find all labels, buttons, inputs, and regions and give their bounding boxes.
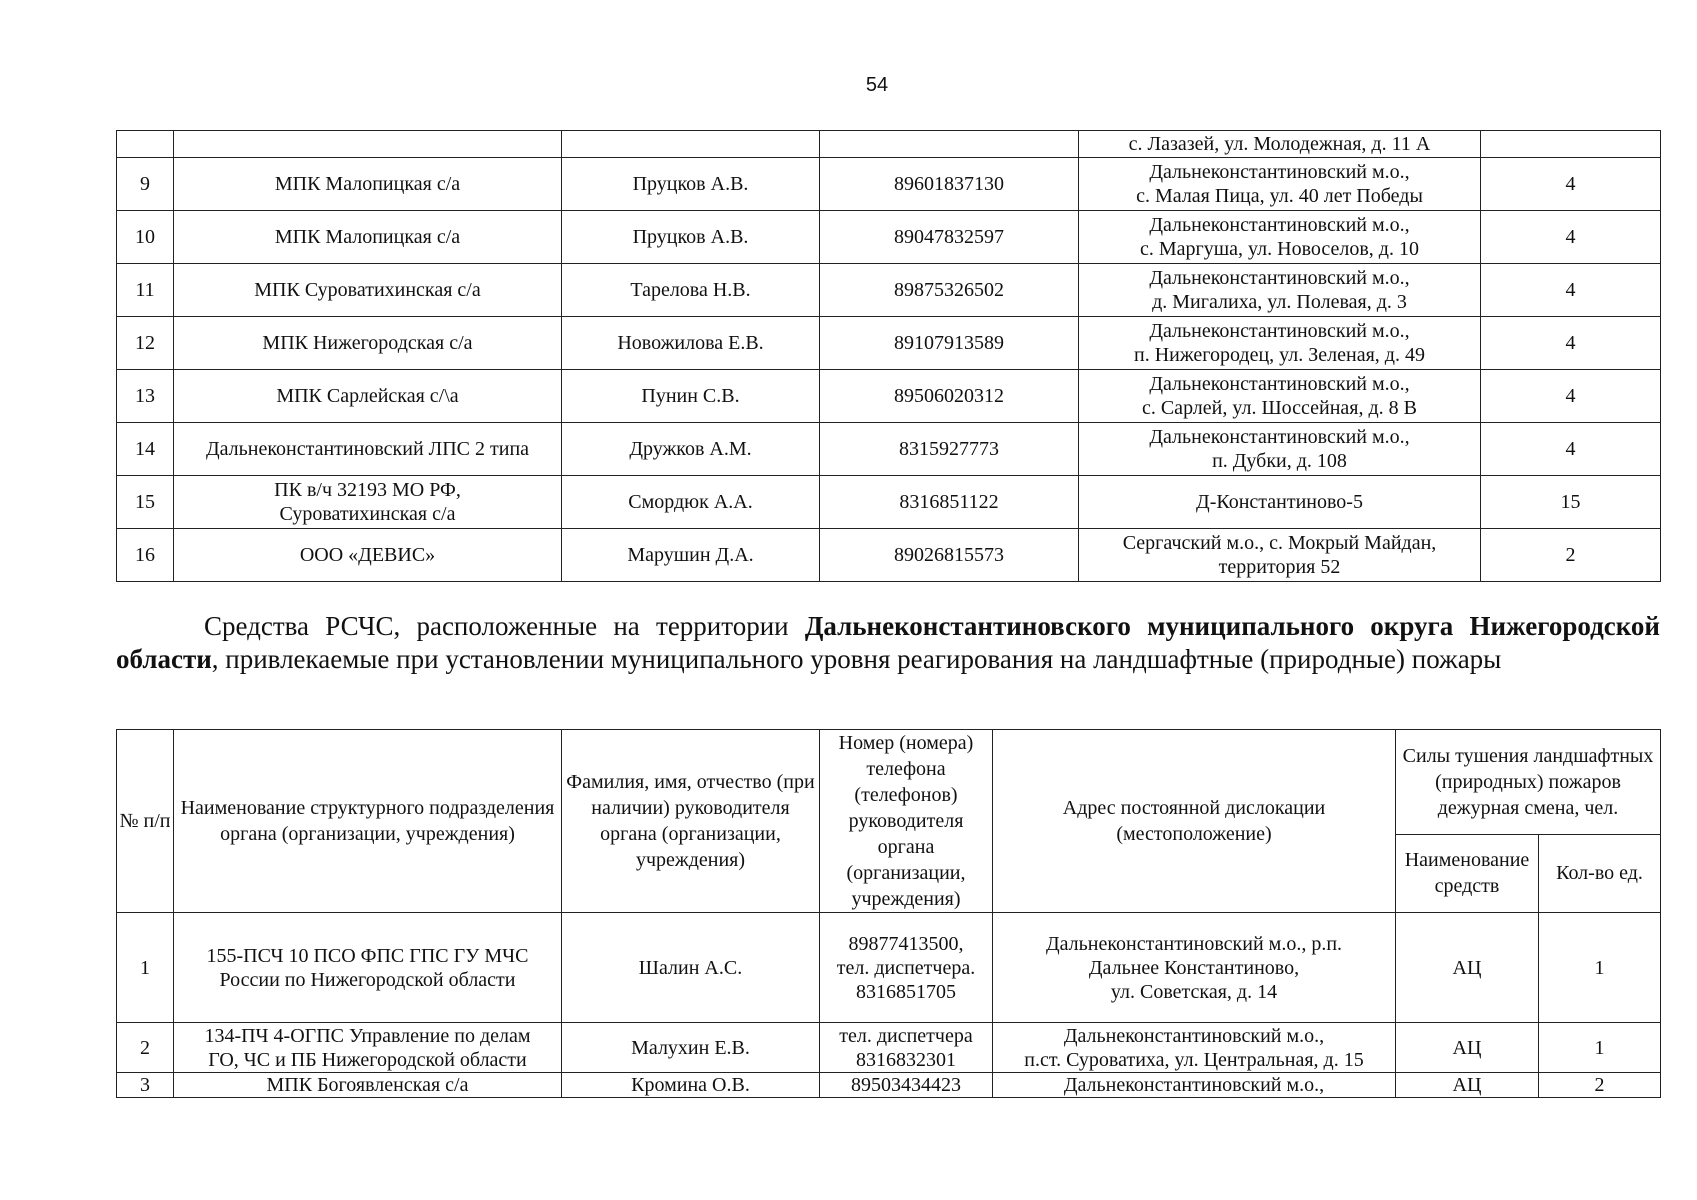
unit-name bbox=[174, 317, 562, 370]
row-number bbox=[117, 913, 174, 1023]
staff-count bbox=[1481, 317, 1661, 370]
address bbox=[1079, 476, 1481, 529]
address-line: п. Дубки, д. 108 bbox=[1212, 450, 1347, 472]
means-name-line: АЦ bbox=[1452, 1036, 1482, 1059]
head-name-line: Шалин А.С. bbox=[638, 956, 743, 979]
phone bbox=[820, 317, 1079, 370]
phone-line: 89503434423 bbox=[851, 1074, 961, 1096]
address-line: территория 52 bbox=[1218, 556, 1341, 578]
address-line: п. Нижегородец, ул. Зеленая, д. 49 bbox=[1134, 344, 1425, 366]
head-name-line: Новожилова Е.В. bbox=[617, 332, 764, 354]
phone bbox=[820, 1073, 993, 1098]
means-count-line: 1 bbox=[1594, 1036, 1605, 1059]
address bbox=[993, 913, 1396, 1023]
top-table bbox=[116, 130, 1661, 582]
row-number-line: 16 bbox=[135, 544, 155, 566]
row-number bbox=[117, 529, 174, 582]
phone bbox=[820, 211, 1079, 264]
address-line: Дальнеконстантиновский м.о., bbox=[1149, 267, 1410, 289]
phone-line: 89875326502 bbox=[894, 279, 1004, 301]
address bbox=[993, 1023, 1396, 1073]
unit-name bbox=[174, 158, 562, 211]
row-number bbox=[117, 158, 174, 211]
head-name-line: Пруцков А.В. bbox=[632, 173, 749, 195]
means-name bbox=[1396, 1023, 1539, 1073]
means-name-line: АЦ bbox=[1452, 1074, 1482, 1096]
address bbox=[993, 1073, 1396, 1098]
table-row bbox=[117, 1073, 1661, 1098]
means-name bbox=[1396, 1073, 1539, 1098]
phone bbox=[820, 131, 1079, 158]
address-line: Д-Константиново-5 bbox=[1196, 491, 1363, 513]
means-count-line: 2 bbox=[1594, 1074, 1605, 1096]
phone-line: тел. диспетчера bbox=[839, 1024, 973, 1047]
unit-name bbox=[174, 1023, 562, 1073]
address bbox=[1079, 131, 1481, 158]
unit-name bbox=[174, 211, 562, 264]
phone bbox=[820, 158, 1079, 211]
head-name-line: Кромина О.В. bbox=[631, 1074, 750, 1096]
phone-line: тел. диспетчера. bbox=[836, 956, 976, 979]
head-name bbox=[562, 264, 820, 317]
means-count-line: 1 bbox=[1594, 956, 1605, 979]
unit-name-line: МПК Суроватихинская с/а bbox=[254, 279, 481, 301]
table-row bbox=[117, 370, 1661, 423]
phone bbox=[820, 476, 1079, 529]
table-row bbox=[117, 317, 1661, 370]
address-line: Сергачский м.о., с. Мокрый Майдан, bbox=[1122, 532, 1437, 554]
phone-line: 89026815573 bbox=[894, 544, 1004, 566]
head-name bbox=[562, 317, 820, 370]
row-number-line: 14 bbox=[135, 438, 155, 460]
address-line: Дальнеконстантиновский м.о., bbox=[1149, 161, 1410, 183]
address bbox=[1079, 158, 1481, 211]
head-name bbox=[562, 1073, 820, 1098]
unit-name-line: МПК Богоявленская с/а bbox=[266, 1074, 469, 1096]
staff-count bbox=[1481, 158, 1661, 211]
phone bbox=[820, 529, 1079, 582]
row-number bbox=[117, 211, 174, 264]
unit-name-line: 155-ПСЧ 10 ПСО ФПС ГПС ГУ МЧС bbox=[206, 944, 529, 967]
header-means-name: Наименование средств bbox=[1396, 834, 1539, 912]
staff-count-line: 4 bbox=[1565, 438, 1576, 460]
unit-name-line: России по Нижегородской области bbox=[219, 968, 516, 991]
unit-name bbox=[174, 370, 562, 423]
head-name-line: Пруцков А.В. bbox=[632, 226, 749, 248]
staff-count bbox=[1481, 211, 1661, 264]
table-row bbox=[117, 913, 1661, 1023]
table-row bbox=[117, 158, 1661, 211]
row-number bbox=[117, 370, 174, 423]
unit-name-line: МПК Малопицкая с/а bbox=[274, 173, 461, 195]
staff-count-line: 4 bbox=[1565, 279, 1576, 301]
address-line: Дальнеконстантиновский м.о., bbox=[1149, 214, 1410, 236]
head-name bbox=[562, 529, 820, 582]
unit-name-line: ГО, ЧС и ПБ Нижегородской области bbox=[208, 1048, 527, 1071]
phone-line: 89877413500, bbox=[848, 932, 964, 955]
table-row bbox=[117, 211, 1661, 264]
staff-count bbox=[1481, 264, 1661, 317]
address-line: с. Малая Пица, ул. 40 лет Победы bbox=[1136, 185, 1423, 207]
staff-count bbox=[1481, 131, 1661, 158]
unit-name-line: МПК Малопицкая с/а bbox=[274, 226, 461, 248]
row-number-line: 15 bbox=[135, 491, 155, 513]
staff-count-line: 2 bbox=[1565, 544, 1576, 566]
phone-line: 89047832597 bbox=[894, 226, 1004, 248]
header-num: № п/п bbox=[117, 730, 174, 913]
address bbox=[1079, 264, 1481, 317]
table-row bbox=[117, 529, 1661, 582]
phone bbox=[820, 1023, 993, 1073]
page-number: 54 bbox=[865, 74, 889, 96]
address-line: с. Сарлей, ул. Шоссейная, д. 8 В bbox=[1141, 397, 1418, 419]
unit-name bbox=[174, 1073, 562, 1098]
row-number-line: 13 bbox=[135, 385, 155, 407]
head-name bbox=[562, 1023, 820, 1073]
table-row bbox=[117, 131, 1661, 158]
table-row bbox=[117, 1023, 1661, 1073]
header-unit: Наименование структурного подразделения органа (организации, учреждения) bbox=[174, 730, 562, 913]
table-row bbox=[117, 423, 1661, 476]
unit-name bbox=[174, 913, 562, 1023]
phone-line: 8316832301 bbox=[856, 1048, 956, 1071]
unit-name bbox=[174, 423, 562, 476]
row-number-line: 9 bbox=[140, 173, 150, 195]
staff-count-line: 15 bbox=[1560, 491, 1581, 513]
unit-name bbox=[174, 131, 562, 158]
header-head: Фамилия, имя, отчество (при наличии) руководителя органа (организации, учреждения) bbox=[562, 730, 820, 913]
means-name-line: АЦ bbox=[1452, 956, 1482, 979]
phone-line: 8315927773 bbox=[899, 438, 999, 460]
staff-count bbox=[1481, 423, 1661, 476]
address-line: Дальнеконстантиновский м.о., bbox=[1149, 373, 1410, 395]
head-name-line: Марушин Д.А. bbox=[627, 544, 754, 566]
address-line: Дальнеконстантиновский м.о., bbox=[1149, 426, 1410, 448]
phone bbox=[820, 913, 993, 1023]
row-number bbox=[117, 476, 174, 529]
bottom-table bbox=[116, 729, 1661, 1098]
address-line: Дальнее Константиново, bbox=[1088, 956, 1300, 979]
means-count bbox=[1539, 913, 1661, 1023]
address-line: п.ст. Суроватиха, ул. Центральная, д. 15 bbox=[1024, 1048, 1364, 1071]
head-name bbox=[562, 211, 820, 264]
staff-count-line: 4 bbox=[1565, 385, 1576, 407]
head-name bbox=[562, 476, 820, 529]
staff-count bbox=[1481, 370, 1661, 423]
head-name bbox=[562, 423, 820, 476]
staff-count-line: 4 bbox=[1565, 332, 1576, 354]
means-count bbox=[1539, 1023, 1661, 1073]
phone bbox=[820, 264, 1079, 317]
unit-name-line: Дальнеконстантиновский ЛПС 2 типа bbox=[205, 438, 530, 460]
row-number bbox=[117, 423, 174, 476]
table-row bbox=[117, 476, 1661, 529]
section-heading-bold: Дальнеконстантиновского муниципального округа Нижегородской области bbox=[116, 611, 1660, 674]
address-line: д. Мигалиха, ул. Полевая, д. 3 bbox=[1152, 291, 1407, 313]
means-name bbox=[1396, 913, 1539, 1023]
head-name bbox=[562, 158, 820, 211]
unit-name-line: 134-ПЧ 4-ОГПС Управление по делам bbox=[204, 1024, 531, 1047]
unit-name-line: ПК в/ч 32193 МО РФ, bbox=[274, 479, 461, 501]
row-number bbox=[117, 264, 174, 317]
row-number-line: 10 bbox=[135, 226, 155, 248]
phone bbox=[820, 423, 1079, 476]
head-name-line: Тарелова Н.В. bbox=[630, 279, 751, 301]
address bbox=[1079, 423, 1481, 476]
unit-name bbox=[174, 476, 562, 529]
head-name bbox=[562, 370, 820, 423]
row-number-line: 3 bbox=[140, 1074, 150, 1096]
section-heading: Средства РСЧС, расположенные на территории Дальнеконстантиновского муниципального округа Нижегородской области, привлекаемые при установлении муниципального уровня реагирования на ландшафтные (природные) пожары bbox=[116, 611, 1660, 674]
address-line: Дальнеконстантиновский м.о., bbox=[1063, 1024, 1325, 1047]
staff-count bbox=[1481, 529, 1661, 582]
unit-name bbox=[174, 529, 562, 582]
unit-name bbox=[174, 264, 562, 317]
row-number-line: 2 bbox=[140, 1036, 150, 1059]
row-number-line: 1 bbox=[140, 956, 150, 979]
header-address: Адрес постоянной дислокации (местоположение) bbox=[993, 730, 1396, 913]
address bbox=[1079, 317, 1481, 370]
staff-count-line: 4 bbox=[1565, 173, 1576, 195]
phone-line: 8316851705 bbox=[856, 980, 956, 1003]
head-name bbox=[562, 131, 820, 158]
header-means-count: Кол-во ед. bbox=[1539, 834, 1661, 912]
address bbox=[1079, 529, 1481, 582]
header-forces: Силы тушения ландшафтных (природных) пожаров дежурная смена, чел. bbox=[1396, 730, 1661, 835]
row-number bbox=[117, 131, 174, 158]
address-line: Дальнеконстантиновский м.о., bbox=[1063, 1074, 1325, 1096]
phone-line: 8316851122 bbox=[899, 491, 999, 513]
head-name-line: Дружков А.М. bbox=[629, 438, 752, 460]
unit-name-line: МПК Сарлейская с/\а bbox=[276, 385, 459, 407]
means-count bbox=[1539, 1073, 1661, 1098]
head-name-line: Малухин Е.В. bbox=[631, 1036, 750, 1059]
address-line: Дальнеконстантиновский м.о., р.п. bbox=[1045, 932, 1343, 955]
head-name-line: Смордюк А.А. bbox=[628, 491, 753, 513]
staff-count bbox=[1481, 476, 1661, 529]
head-name bbox=[562, 913, 820, 1023]
staff-count-line: 4 bbox=[1565, 226, 1576, 248]
row-number bbox=[117, 317, 174, 370]
table-row bbox=[117, 264, 1661, 317]
row-number-line: 12 bbox=[135, 332, 155, 354]
phone-line: 89601837130 bbox=[894, 173, 1004, 195]
phone-line: 89107913589 bbox=[894, 332, 1004, 354]
address-line: с. Маргуша, ул. Новоселов, д. 10 bbox=[1140, 238, 1419, 260]
head-name-line: Пунин С.В. bbox=[641, 385, 740, 407]
row-number bbox=[117, 1073, 174, 1098]
unit-name-line: МПК Нижегородская с/а bbox=[262, 332, 473, 354]
row-number-line: 11 bbox=[135, 279, 155, 301]
row-number bbox=[117, 1023, 174, 1073]
unit-name-line: Суроватихинская с/а bbox=[279, 503, 456, 525]
unit-name-line: ООО «ДЕВИС» bbox=[299, 544, 436, 566]
address-line: с. Лазазей, ул. Молодежная, д. 11 А bbox=[1128, 133, 1431, 155]
address-line: ул. Советская, д. 14 bbox=[1110, 980, 1278, 1003]
phone-line: 89506020312 bbox=[894, 385, 1004, 407]
address-line: Дальнеконстантиновский м.о., bbox=[1149, 320, 1410, 342]
header-phone: Номер (номера) телефона (телефонов) руководителя органа (организации, учреждения) bbox=[820, 730, 993, 913]
address bbox=[1079, 211, 1481, 264]
address bbox=[1079, 370, 1481, 423]
phone bbox=[820, 370, 1079, 423]
